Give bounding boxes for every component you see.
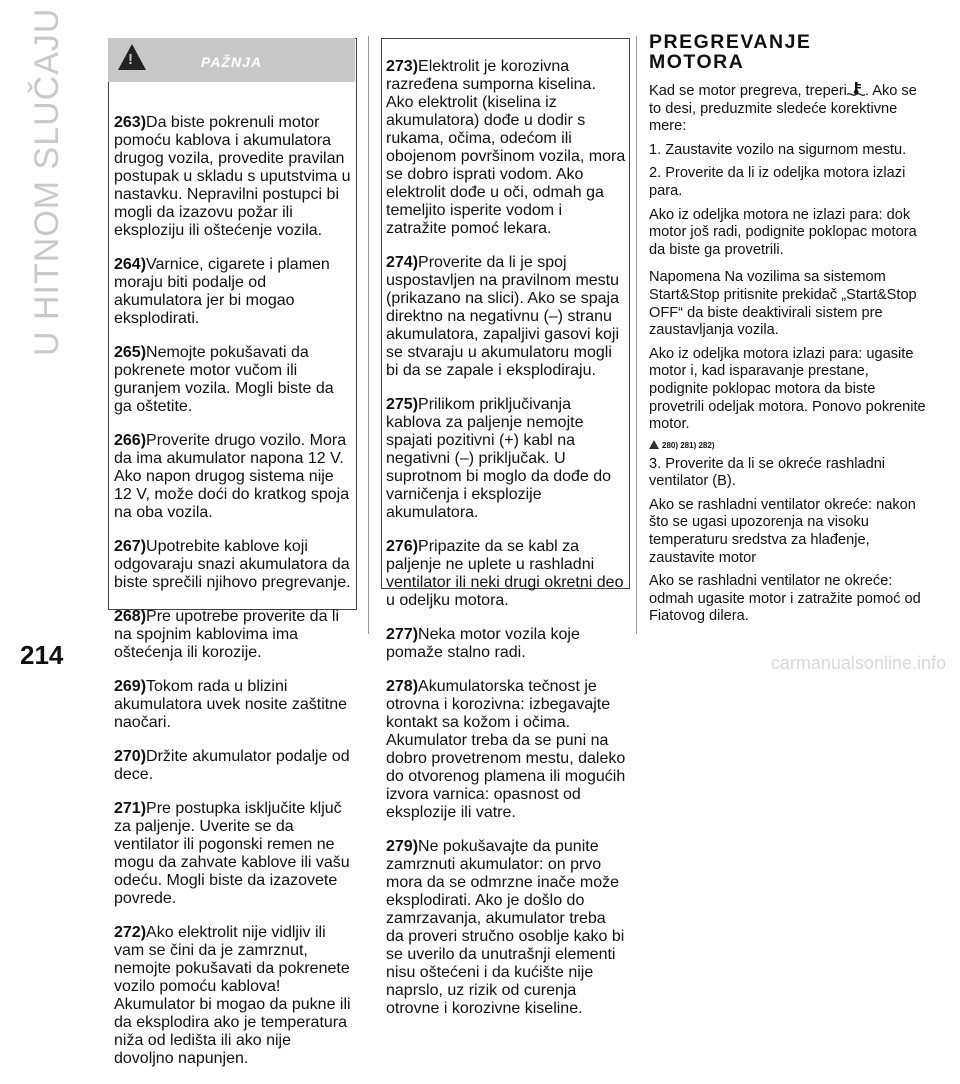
warning-item-text: Elektrolit je korozivna razređena sumporna kiselina. Ako elektrolit (kiselina iz akumulatora) dođe u dodir s rukama, očima, odećom ili obojenom površinom vozila, mora se dobro isprati vodom. Ako elektrolit dođe u oči, odmah ga temeljito isperite vodom i zatražite pomoć lekara.	[386, 58, 626, 237]
warning-item-number: 272)	[114, 924, 147, 941]
warning-item-text: Da biste pokrenuli motor pomoću kablova i akumulatora drugog vozila, provedite pravilan postupak u skladu s uputstvima u nastavku. Nepravilni postupci bi mogli da izazovu požar ili eksploziju ili oštećenje vozila.	[114, 114, 351, 239]
page-number: 214	[20, 640, 64, 670]
warning-item-number: 269)	[114, 678, 147, 695]
fan-on-paragraph: Ako se rashladni ventilator okreće: nakon što se ugasi upozorenja na visoku temperaturu sredstva za hlađenje, zaustavite motor	[649, 496, 916, 566]
warning-item-number: 276)	[386, 538, 419, 555]
warning-item-number: 267)	[114, 538, 147, 555]
note-paragraph: Napomena Na vozilima sa sistemom Start&Stop pritisnite prekidač „Start&Stop OFF“ da biste deaktivirali sistem pre zaustavljanja vozila.	[649, 269, 917, 339]
warning-item	[386, 678, 626, 822]
exclamation-icon: !	[128, 51, 133, 68]
warning-item-text: Neka motor vozila koje pomaže stalno radi.	[386, 626, 580, 661]
warning-item-text: Prilikom priključivanja kablova za paljenje nemojte spajati pozitivni (+) kabl na negativni (–) priključak. U suprotnom bi moglo da dođe do varničenja i eksplozije akumulatora.	[386, 396, 612, 521]
warning-item-number: 273)	[386, 58, 419, 75]
warning-item-number: 266)	[114, 432, 147, 449]
warning-triangle-icon	[649, 440, 659, 449]
warning-item	[114, 800, 354, 908]
warning-item	[114, 256, 354, 328]
warning-item-text: Ne pokušavajte da punite zamrznuti akumulator: on prvo mora da se odmrzne inače može eksplodirati. Ako je došlo do zamrzavanja, akumulator treba da proveri stručno osoblje kako bi se uverilo da unutrašnji elementi nisu oštećeni i da kućište nije naprslo, uz rizik od curenja otrovne i korozivne kiseline.	[386, 838, 625, 1017]
warning-item-text: Držite akumulator podalje od dece.	[114, 748, 350, 783]
step-3: 3. Proverite da li se okreće rashladni ventilator (B).	[649, 455, 886, 490]
warning-item	[114, 432, 354, 522]
warning-item-number: 268)	[114, 608, 147, 625]
warning-item	[386, 396, 626, 522]
warning-item-number: 264)	[114, 256, 147, 273]
warning-item-number: 274)	[386, 254, 419, 271]
warning-item	[386, 254, 626, 380]
column-divider	[636, 36, 637, 634]
warning-item-text: Tokom rada u blizini akumulatora uvek nosite zaštitne naočari.	[114, 678, 348, 731]
warning-item-number: 278)	[386, 678, 419, 695]
section-heading: PREGREVANJE MOTORA	[649, 31, 812, 73]
warning-item	[114, 678, 354, 732]
warning-item-text: Nemojte pokušavati da pokrenete motor vučom ili guranjem vozila. Mogli biste da ga oštetite.	[114, 344, 334, 415]
warning-item	[114, 114, 354, 240]
warning-item-text: Proverite drugo vozilo. Mora da ima akumulator napona 12 V. Ako napon drugog sistema nije 12 V, može doći do kratkog spoja na oba vozila.	[114, 432, 350, 521]
warning-item-text: Varnice, cigarete i plamen moraju biti podalje od akumulatora jer bi mogao eksplodirati.	[114, 256, 330, 327]
warning-item-number: 277)	[386, 626, 419, 643]
steam-paragraph: Ako iz odeljka motora izlazi para: ugasite motor i, kad isparavanje prestane, podignite poklopac motora da biste provetrili odeljak motora. Ponovo pokrenite motor.	[649, 345, 926, 433]
warning-item	[114, 344, 354, 416]
step-1: 1. Zaustavite vozilo na sigurnom mestu.	[649, 141, 907, 158]
warning-item	[114, 538, 354, 592]
warning-header	[108, 38, 355, 82]
warning-item	[386, 838, 626, 1018]
warning-item	[386, 58, 626, 238]
column-divider	[368, 36, 369, 634]
watermark: carmanualsonline.info	[770, 653, 946, 673]
warning-item-number: 270)	[114, 748, 147, 765]
warning-item-text: Pripazite da se kabl za paljenje ne uplete u rashladni ventilator ili neki drugi okretni deo u odeljku motora.	[386, 538, 624, 609]
warning-item	[386, 626, 626, 662]
warning-item-text: Pre upotrebe proverite da li na spojnim kablovima ima oštećenja ili korozije.	[114, 608, 340, 661]
warning-item-number: 265)	[114, 344, 147, 361]
warning-title: PAŽNJA	[201, 54, 262, 70]
warning-list-continued	[386, 42, 626, 1034]
no-steam-paragraph: Ako iz odeljka motora ne izlazi para: dok motor još radi, podignite poklopac motora da biste ga provetrili.	[649, 206, 917, 258]
warning-item	[114, 608, 354, 662]
warning-item-number: 275)	[386, 396, 419, 413]
main-column	[649, 32, 931, 632]
warning-item	[386, 538, 626, 610]
section-title: U HITNOM SLUČAJU	[28, 7, 66, 356]
warning-item-number: 279)	[386, 838, 419, 855]
warning-list	[114, 98, 354, 1084]
coolant-temperature-icon	[847, 82, 865, 96]
warning-item-number: 263)	[114, 114, 147, 131]
warning-item-text: Ako elektrolit nije vidljiv ili vam se čini da je zamrznut, nemojte pokušavati da pokrenete vozilo pomoću kablova! Akumulator bi mogao da pukne ili da eksplodira ako je temperatura niža od ledišta ili ako nije dovoljno napunjen.	[114, 924, 351, 1067]
warning-item-number: 271)	[114, 800, 147, 817]
warning-item	[114, 748, 354, 784]
step-2: 2. Proverite da li iz odeljka motora izlazi para.	[649, 165, 906, 199]
warning-item-text: Upotrebite kablove koji odgovaraju snazi akumulatora da biste sprečili njihovo pregrevanje.	[114, 538, 351, 591]
warning-item-text: Akumulatorska tečnost je otrovna i korozivna: izbegavajte kontakt sa kožom i očima. Akumulator treba da se puni na dobro provetrenom mestu, daleko do otvorenog plamena ili mogućih izvora varnica: opasnost od eksplozije ili vatre.	[386, 678, 626, 821]
fan-off-paragraph: Ako se rashladni ventilator ne okreće: odmah ugasite motor i zatražite pomoć od Fiatovog dilera.	[649, 573, 921, 625]
warning-references: 280) 281) 282)	[649, 440, 931, 451]
warning-item-text: Proverite da li je spoj uspostavljen na pravilnom mestu (prikazano na slici). Ako se spaja direktno na negativnu (–) stranu akumulatora, zapaljivi gasovi koji se stvaraju u akumulatoru mogli bi da se zapale i eksplodiraju.	[386, 254, 620, 379]
warning-item	[114, 924, 354, 1068]
warning-item-text: Pre postupka isključite ključ za paljenje. Uverite se da ventilator ili pogonski remen ne mogu da zahvate kablove ili vašu odeću. Mogli biste da izazovete povrede.	[114, 800, 350, 907]
intro-paragraph: Kad se motor pregreva, treperi . Ako se to desi, preduzmite sledeće korektivne mere:	[649, 83, 917, 135]
